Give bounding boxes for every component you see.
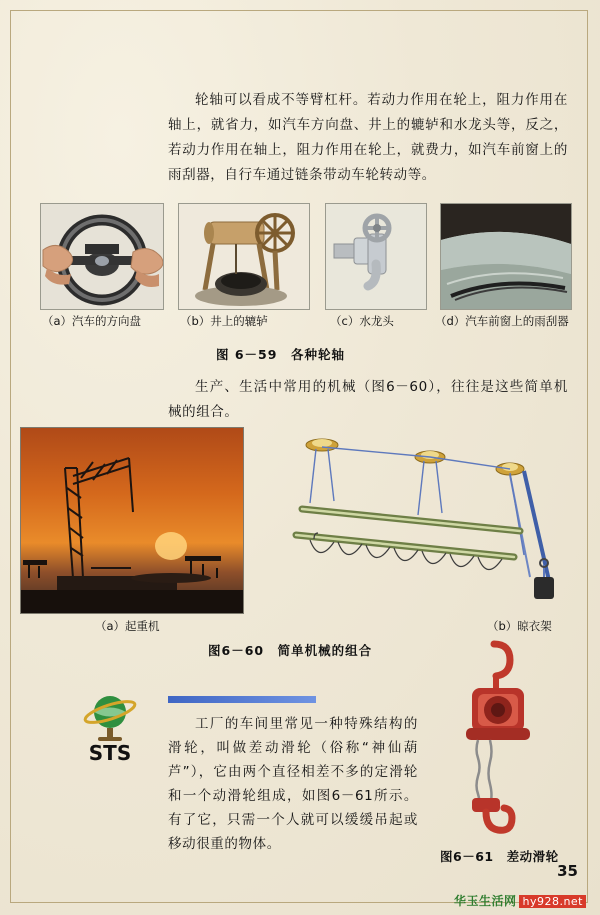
figure-windlass [178,203,310,310]
figure-caption-clothes-rack: （b）晾衣架 [487,619,552,633]
figure-caption-d: （d）汽车前窗上的雨刮器 [435,314,569,328]
figure-caption-crane: （a）起重机 [95,619,160,633]
figure-caption-b: （b）井上的辘轳 [180,314,268,328]
figure-water-tap [325,203,427,310]
watermark-badge: hy928.net [519,895,586,908]
water-tap-icon [326,204,426,309]
figure-title-6-59: 图 6－59 各种轮轴 [216,347,345,362]
paragraph-3-text: 工厂的车间里常见一种特殊结构的滑轮，叫做差动滑轮（俗称“神仙葫芦”），它由两个直径相差不多的定滑轮和一个动滑轮组成，如图6－61所示。有了它，只需一个人就可以缓缓吊起或移动很重的物体。 [168,716,418,852]
sts-logo [70,690,150,765]
figure-crane [20,427,244,614]
steering-wheel-icon [41,204,163,309]
sts-divider-rule [168,696,316,703]
figure-title-6-60: 图6－60 简单机械的组合 [208,643,373,658]
windshield-wiper-icon [441,204,571,309]
figure-caption-a: （a）汽车的方向盘 [42,314,142,328]
watermark-text: 华玉生活网 [453,894,517,908]
paragraph-1-text: 轮轴可以看成不等臂杠杆。若动力作用在轮上，阻力作用在轴上，就省力，如汽车方向盘、井上的辘轳和水龙头等，反之，若动力作用在轴上，阻力作用在轮上，就费力，如汽车前窗上的雨刮器，自行车通过链条带动车轮转动等。 [168,92,568,183]
paragraph-1 [168,88,568,188]
figure-title-6-61: 图6－61 差动滑轮 [440,849,559,864]
paragraph-2 [168,375,568,425]
clothes-rack-icon [262,427,582,612]
figure-row-6-59 [30,203,575,333]
crane-photo-icon [21,428,243,613]
globe-icon [70,690,150,765]
figure-caption-c: （c）水龙头 [330,314,394,328]
figure-clothes-rack [262,427,582,612]
figure-chain-hoist [420,640,560,840]
page-number: 35 [557,862,578,880]
figure-steering-wheel [40,203,164,310]
paragraph-2-text: 生产、生活中常用的机械（图6－60），往往是这些简单机械的组合。 [168,379,568,420]
watermark [454,892,586,909]
windlass-icon [179,204,309,309]
chain-hoist-icon [420,640,560,840]
sts-label: STS [88,741,132,765]
paragraph-3 [168,712,418,856]
figure-windshield-wiper [440,203,572,310]
